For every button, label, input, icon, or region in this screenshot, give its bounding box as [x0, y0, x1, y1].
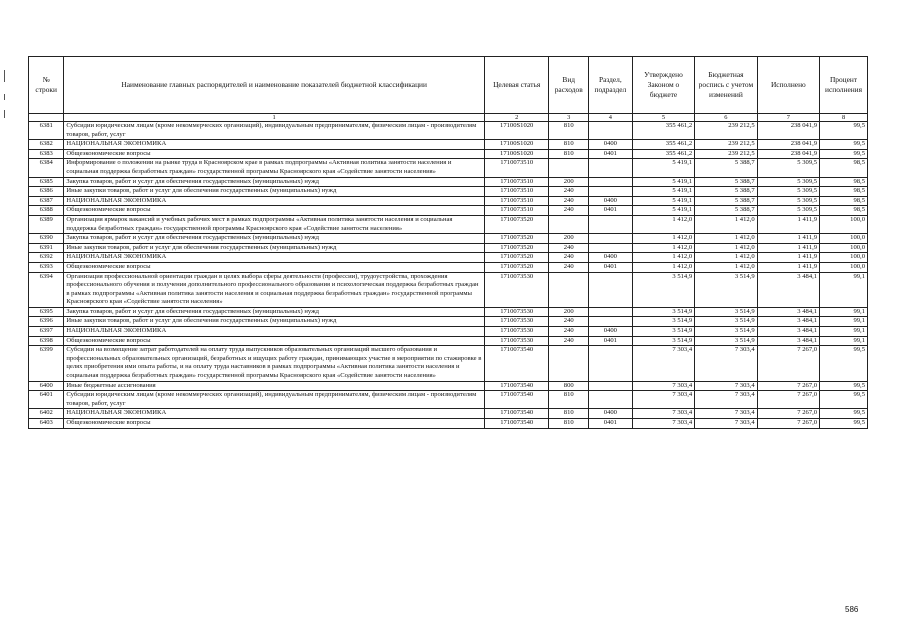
approved-cell: 355 461,2 — [632, 149, 694, 159]
percent-cell: 98,5 — [820, 187, 868, 197]
name-cell: НАЦИОНАЛЬНАЯ ЭКОНОМИКА — [64, 327, 485, 337]
target-article-cell: 1710073520 — [484, 234, 549, 244]
column-number: 8 — [820, 114, 868, 122]
column-number: 4 — [589, 114, 633, 122]
section-cell — [589, 215, 633, 233]
executed-cell: 3 484,1 — [757, 307, 819, 317]
column-number-blank — [29, 114, 64, 122]
expense-type-cell: 200 — [549, 307, 589, 317]
name-cell: Иные закупки товаров, работ и услуг для обеспечения государственных (муниципальных) нужд — [64, 187, 485, 197]
column-number: 5 — [632, 114, 694, 122]
table-row — [29, 253, 868, 263]
expense-type-cell: 810 — [549, 391, 589, 409]
target-article-cell: 17100S1020 — [484, 122, 549, 140]
approved-cell: 1 412,0 — [632, 243, 694, 253]
percent-cell: 99,5 — [820, 409, 868, 419]
expense-type-cell: 800 — [549, 381, 589, 391]
row-number-cell: 6384 — [29, 159, 64, 177]
target-article-cell: 1710073510 — [484, 187, 549, 197]
percent-cell: 99,1 — [820, 327, 868, 337]
budget-list-cell: 1 412,0 — [695, 262, 757, 272]
percent-cell: 100,0 — [820, 215, 868, 233]
expense-type-cell: 810 — [549, 140, 589, 150]
name-cell: Иные закупки товаров, работ и услуг для обеспечения государственных (муниципальных) нужд — [64, 243, 485, 253]
name-cell: Общеэкономические вопросы — [64, 149, 485, 159]
executed-cell: 1 411,9 — [757, 243, 819, 253]
budget-list-cell: 7 303,4 — [695, 419, 757, 429]
target-article-cell: 17100S1020 — [484, 149, 549, 159]
row-number-cell: 6386 — [29, 187, 64, 197]
name-cell: Информирование о положении на рынке труда в Красноярском крае в рамках подпрограммы «Активная политика занятости населения и социальная поддержка безработных граждан» государственной программы Красноярского края «Содействие занятости населения» — [64, 159, 485, 177]
budget-list-cell: 7 303,4 — [695, 391, 757, 409]
budget-table — [28, 56, 868, 429]
target-article-cell: 1710073520 — [484, 215, 549, 233]
row-number-cell: 6392 — [29, 253, 64, 263]
section-cell — [589, 307, 633, 317]
table-row — [29, 149, 868, 159]
approved-cell: 3 514,9 — [632, 272, 694, 307]
budget-list-cell: 1 412,0 — [695, 253, 757, 263]
percent-cell: 99,1 — [820, 307, 868, 317]
expense-type-cell: 240 — [549, 327, 589, 337]
executed-cell: 5 309,5 — [757, 206, 819, 216]
expense-type-cell: 240 — [549, 243, 589, 253]
row-number-cell: 6390 — [29, 234, 64, 244]
row-number-cell: 6385 — [29, 177, 64, 187]
approved-cell: 355 461,2 — [632, 122, 694, 140]
section-cell — [589, 272, 633, 307]
approved-cell: 7 303,4 — [632, 391, 694, 409]
budget-list-cell: 239 212,5 — [695, 149, 757, 159]
section-cell: 0401 — [589, 336, 633, 346]
name-cell: Иные бюджетные ассигнования — [64, 381, 485, 391]
table-row — [29, 215, 868, 233]
margin-mark — [4, 110, 5, 118]
percent-cell: 99,5 — [820, 140, 868, 150]
section-cell — [589, 391, 633, 409]
header-budget-list: Бюджетная роспись с учетом изменений — [695, 57, 757, 114]
budget-list-cell: 3 514,9 — [695, 307, 757, 317]
row-number-cell: 6382 — [29, 140, 64, 150]
percent-cell: 99,5 — [820, 391, 868, 409]
target-article-cell: 1710073510 — [484, 196, 549, 206]
expense-type-cell: 810 — [549, 149, 589, 159]
section-cell — [589, 177, 633, 187]
executed-cell: 3 484,1 — [757, 327, 819, 337]
name-cell: Организация профессиональной ориентации граждан в целях выбора сферы деятельности (профессии), трудоустройства, прохождения профессионального обучения и получения дополнительного профессионального образования и психологическая поддержка безработных граждан в рамках подпрограммы «Активная политика занятости населения и социальная поддержка безработных граждан» государственной программы Красноярского края «Содействие занятости населения» — [64, 272, 485, 307]
budget-list-cell: 3 514,9 — [695, 327, 757, 337]
margin-marks — [3, 70, 9, 140]
section-cell: 0401 — [589, 206, 633, 216]
header-executed: Исполнено — [757, 57, 819, 114]
table-row — [29, 206, 868, 216]
target-article-cell: 1710073520 — [484, 243, 549, 253]
target-article-cell: 1710073510 — [484, 206, 549, 216]
column-number: 3 — [549, 114, 589, 122]
executed-cell: 5 309,5 — [757, 187, 819, 197]
table-row — [29, 317, 868, 327]
row-number-cell: 6387 — [29, 196, 64, 206]
target-article-cell: 1710073530 — [484, 317, 549, 327]
row-number-cell: 6395 — [29, 307, 64, 317]
table-row — [29, 243, 868, 253]
expense-type-cell: 240 — [549, 187, 589, 197]
approved-cell: 7 303,4 — [632, 419, 694, 429]
name-cell: НАЦИОНАЛЬНАЯ ЭКОНОМИКА — [64, 196, 485, 206]
percent-cell: 99,5 — [820, 346, 868, 381]
approved-cell: 3 514,9 — [632, 327, 694, 337]
section-cell: 0401 — [589, 419, 633, 429]
approved-cell: 5 419,1 — [632, 206, 694, 216]
section-cell — [589, 243, 633, 253]
table-row — [29, 140, 868, 150]
expense-type-cell — [549, 346, 589, 381]
approved-cell: 7 303,4 — [632, 346, 694, 381]
name-cell: Закупка товаров, работ и услуг для обеспечения государственных (муниципальных) нужд — [64, 307, 485, 317]
target-article-cell: 1710073540 — [484, 391, 549, 409]
percent-cell: 99,5 — [820, 122, 868, 140]
row-number-cell: 6399 — [29, 346, 64, 381]
approved-cell: 5 419,1 — [632, 159, 694, 177]
approved-cell: 3 514,9 — [632, 307, 694, 317]
header-target-article: Целевая статья — [484, 57, 549, 114]
section-cell: 0400 — [589, 196, 633, 206]
approved-cell: 7 303,4 — [632, 381, 694, 391]
approved-cell: 355 461,2 — [632, 140, 694, 150]
target-article-cell: 1710073530 — [484, 336, 549, 346]
name-cell: Общеэкономические вопросы — [64, 336, 485, 346]
approved-cell: 5 419,1 — [632, 196, 694, 206]
name-cell: НАЦИОНАЛЬНАЯ ЭКОНОМИКА — [64, 253, 485, 263]
executed-cell: 7 267,0 — [757, 391, 819, 409]
header-row-number: № строки — [29, 57, 64, 114]
section-cell — [589, 122, 633, 140]
target-article-cell: 1710073540 — [484, 419, 549, 429]
approved-cell: 3 514,9 — [632, 336, 694, 346]
table-row — [29, 346, 868, 381]
budget-list-cell: 7 303,4 — [695, 409, 757, 419]
expense-type-cell: 240 — [549, 317, 589, 327]
target-article-cell: 1710073540 — [484, 346, 549, 381]
expense-type-cell: 240 — [549, 262, 589, 272]
row-number-cell: 6394 — [29, 272, 64, 307]
column-number: 6 — [695, 114, 757, 122]
section-cell — [589, 187, 633, 197]
column-number: 2 — [484, 114, 549, 122]
table-header-row — [29, 57, 868, 114]
column-number-row — [29, 114, 868, 122]
row-number-cell: 6383 — [29, 149, 64, 159]
section-cell: 0401 — [589, 262, 633, 272]
budget-list-cell: 1 412,0 — [695, 215, 757, 233]
executed-cell: 7 267,0 — [757, 381, 819, 391]
approved-cell: 1 412,0 — [632, 262, 694, 272]
section-cell: 0400 — [589, 409, 633, 419]
row-number-cell: 6396 — [29, 317, 64, 327]
row-number-cell: 6381 — [29, 122, 64, 140]
budget-list-cell: 5 388,7 — [695, 177, 757, 187]
section-cell: 0400 — [589, 253, 633, 263]
approved-cell: 1 412,0 — [632, 253, 694, 263]
expense-type-cell: 810 — [549, 419, 589, 429]
row-number-cell: 6401 — [29, 391, 64, 409]
percent-cell: 99,5 — [820, 419, 868, 429]
percent-cell: 99,5 — [820, 381, 868, 391]
section-cell — [589, 381, 633, 391]
executed-cell: 3 484,1 — [757, 272, 819, 307]
executed-cell: 1 411,9 — [757, 215, 819, 233]
approved-cell: 3 514,9 — [632, 317, 694, 327]
header-name: Наименование главных распорядителей и наименование показателей бюджетной классификации — [64, 57, 485, 114]
name-cell: Субсидии на возмещение затрат работодателей на оплату труда выпускников образовательных организаций высшего образования и профессиональных образовательных организаций, безработных и ищущих работу граждан, принимающих участие в мероприятии по стажировке в целях приобретения ими опыта работы, и на оплату труда наставников в рамках подпрограммы «Активная политика занятости населения и социальная поддержка безработных граждан» государственной программы Красноярского края «Содействие занятости населения» — [64, 346, 485, 381]
target-article-cell: 1710073530 — [484, 272, 549, 307]
budget-list-cell: 5 388,7 — [695, 196, 757, 206]
approved-cell: 5 419,1 — [632, 177, 694, 187]
column-number: 1 — [64, 114, 485, 122]
page-number: 586 — [845, 605, 859, 614]
executed-cell: 238 041,9 — [757, 122, 819, 140]
percent-cell: 99,1 — [820, 272, 868, 307]
percent-cell: 98,5 — [820, 196, 868, 206]
target-article-cell: 1710073510 — [484, 177, 549, 187]
name-cell: Общеэкономические вопросы — [64, 262, 485, 272]
target-article-cell: 1710073530 — [484, 327, 549, 337]
header-expense-type: Вид расходов — [549, 57, 589, 114]
table-row — [29, 272, 868, 307]
budget-list-cell: 3 514,9 — [695, 272, 757, 307]
executed-cell: 1 411,9 — [757, 253, 819, 263]
expense-type-cell: 810 — [549, 122, 589, 140]
expense-type-cell — [549, 215, 589, 233]
target-article-cell: 1710073540 — [484, 381, 549, 391]
budget-list-cell: 5 388,7 — [695, 159, 757, 177]
header-section: Раздел, подраздел — [589, 57, 633, 114]
row-number-cell: 6400 — [29, 381, 64, 391]
budget-list-cell: 7 303,4 — [695, 381, 757, 391]
expense-type-cell: 240 — [549, 206, 589, 216]
expense-type-cell: 200 — [549, 234, 589, 244]
name-cell: Иные закупки товаров, работ и услуг для обеспечения государственных (муниципальных) нужд — [64, 317, 485, 327]
target-article-cell: 1710073530 — [484, 307, 549, 317]
name-cell: Субсидии юридическим лицам (кроме некоммерческих организаций), индивидуальным предпринимателям, физическим лицам - производителям товаров, работ, услуг — [64, 391, 485, 409]
column-number: 7 — [757, 114, 819, 122]
margin-mark — [4, 70, 5, 82]
expense-type-cell: 200 — [549, 177, 589, 187]
section-cell — [589, 234, 633, 244]
percent-cell: 100,0 — [820, 234, 868, 244]
executed-cell: 3 484,1 — [757, 317, 819, 327]
executed-cell: 3 484,1 — [757, 336, 819, 346]
executed-cell: 7 267,0 — [757, 409, 819, 419]
table-row — [29, 307, 868, 317]
section-cell — [589, 317, 633, 327]
table-row — [29, 336, 868, 346]
table-row — [29, 262, 868, 272]
name-cell: Субсидии юридическим лицам (кроме некоммерческих организаций), индивидуальным предпринимателям, физическим лицам - производителям товаров, работ, услуг — [64, 122, 485, 140]
header-percent: Процент исполнения — [820, 57, 868, 114]
approved-cell: 1 412,0 — [632, 234, 694, 244]
name-cell: Общеэкономические вопросы — [64, 206, 485, 216]
target-article-cell: 17100S1020 — [484, 140, 549, 150]
budget-list-cell: 1 412,0 — [695, 234, 757, 244]
approved-cell: 5 419,1 — [632, 187, 694, 197]
expense-type-cell: 240 — [549, 253, 589, 263]
row-number-cell: 6403 — [29, 419, 64, 429]
section-cell — [589, 346, 633, 381]
executed-cell: 1 411,9 — [757, 262, 819, 272]
budget-list-cell: 239 212,5 — [695, 140, 757, 150]
percent-cell: 99,5 — [820, 149, 868, 159]
row-number-cell: 6402 — [29, 409, 64, 419]
expense-type-cell: 240 — [549, 196, 589, 206]
name-cell: Закупка товаров, работ и услуг для обеспечения государственных (муниципальных) нужд — [64, 234, 485, 244]
table-row — [29, 122, 868, 140]
budget-list-cell: 3 514,9 — [695, 336, 757, 346]
percent-cell: 98,5 — [820, 206, 868, 216]
percent-cell: 100,0 — [820, 262, 868, 272]
table-row — [29, 196, 868, 206]
approved-cell: 7 303,4 — [632, 409, 694, 419]
row-number-cell: 6397 — [29, 327, 64, 337]
table-row — [29, 419, 868, 429]
row-number-cell: 6388 — [29, 206, 64, 216]
row-number-cell: 6393 — [29, 262, 64, 272]
section-cell: 0400 — [589, 327, 633, 337]
expense-type-cell — [549, 159, 589, 177]
budget-list-cell: 7 303,4 — [695, 346, 757, 381]
table-row — [29, 187, 868, 197]
section-cell: 0400 — [589, 140, 633, 150]
budget-list-cell: 3 514,9 — [695, 317, 757, 327]
executed-cell: 7 267,0 — [757, 419, 819, 429]
expense-type-cell — [549, 272, 589, 307]
header-approved: Утверждено Законом о бюджете — [632, 57, 694, 114]
target-article-cell: 1710073520 — [484, 253, 549, 263]
percent-cell: 98,5 — [820, 159, 868, 177]
budget-list-cell: 5 388,7 — [695, 187, 757, 197]
budget-list-cell: 1 412,0 — [695, 243, 757, 253]
target-article-cell: 1710073540 — [484, 409, 549, 419]
target-article-cell: 1710073520 — [484, 262, 549, 272]
row-number-cell: 6389 — [29, 215, 64, 233]
table-row — [29, 391, 868, 409]
name-cell: Общеэкономические вопросы — [64, 419, 485, 429]
table-body — [29, 122, 868, 429]
table-row — [29, 234, 868, 244]
percent-cell: 100,0 — [820, 243, 868, 253]
budget-list-cell: 5 388,7 — [695, 206, 757, 216]
expense-type-cell: 240 — [549, 336, 589, 346]
row-number-cell: 6391 — [29, 243, 64, 253]
table-row — [29, 327, 868, 337]
table-row — [29, 409, 868, 419]
margin-mark — [4, 94, 5, 100]
percent-cell: 99,1 — [820, 336, 868, 346]
executed-cell: 7 267,0 — [757, 346, 819, 381]
section-cell — [589, 159, 633, 177]
executed-cell: 238 041,9 — [757, 140, 819, 150]
expense-type-cell: 810 — [549, 409, 589, 419]
executed-cell: 5 309,5 — [757, 177, 819, 187]
target-article-cell: 1710073510 — [484, 159, 549, 177]
name-cell: Организация ярмарок вакансий и учебных рабочих мест в рамках подпрограммы «Активная политика занятости населения и социальная поддержка безработных граждан» государственной программы Красноярского края «Содействие занятости населения» — [64, 215, 485, 233]
executed-cell: 5 309,5 — [757, 196, 819, 206]
name-cell: НАЦИОНАЛЬНАЯ ЭКОНОМИКА — [64, 140, 485, 150]
table-row — [29, 159, 868, 177]
approved-cell: 1 412,0 — [632, 215, 694, 233]
percent-cell: 99,1 — [820, 317, 868, 327]
executed-cell: 238 041,9 — [757, 149, 819, 159]
name-cell: НАЦИОНАЛЬНАЯ ЭКОНОМИКА — [64, 409, 485, 419]
table-row — [29, 177, 868, 187]
executed-cell: 1 411,9 — [757, 234, 819, 244]
section-cell: 0401 — [589, 149, 633, 159]
table-row — [29, 381, 868, 391]
name-cell: Закупка товаров, работ и услуг для обеспечения государственных (муниципальных) нужд — [64, 177, 485, 187]
percent-cell: 98,5 — [820, 177, 868, 187]
executed-cell: 5 309,5 — [757, 159, 819, 177]
budget-list-cell: 239 212,5 — [695, 122, 757, 140]
percent-cell: 100,0 — [820, 253, 868, 263]
row-number-cell: 6398 — [29, 336, 64, 346]
